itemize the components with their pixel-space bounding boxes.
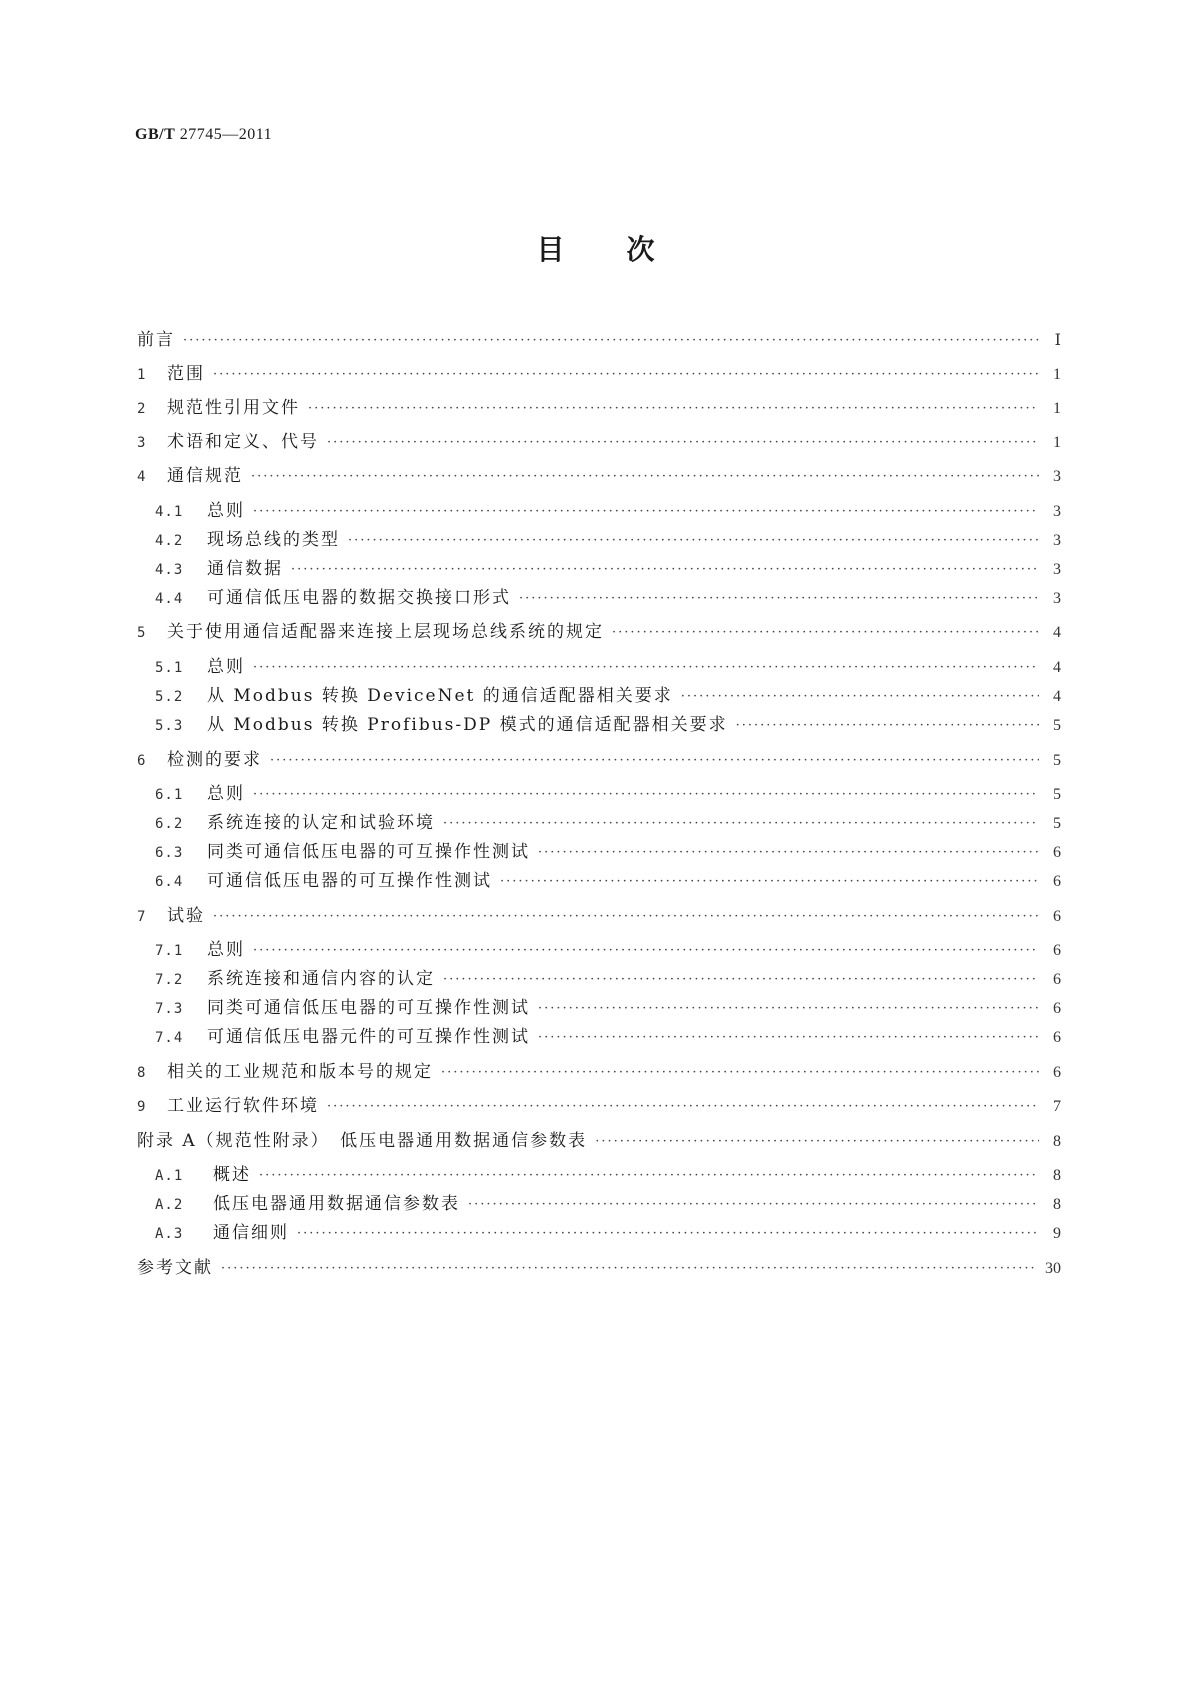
toc-entry-number: 4.4	[155, 591, 184, 607]
dot-leader	[538, 1026, 1039, 1050]
toc-entry[interactable]	[137, 396, 1061, 420]
toc-entry[interactable]	[137, 362, 1061, 386]
toc-entry-number: 6.4	[155, 874, 184, 890]
toc-entry-label: 前言	[137, 330, 175, 350]
toc-entry-number: 4	[137, 469, 147, 485]
dot-leader	[291, 558, 1039, 582]
toc-entry-page-number: 5	[1053, 717, 1061, 734]
toc-entry-page-number: 8	[1053, 1167, 1061, 1184]
toc-entry[interactable]	[155, 655, 1061, 679]
dot-leader	[538, 997, 1039, 1021]
toc-entry-number: 5	[137, 625, 147, 641]
toc-entry-label: 相关的工业规范和版本号的规定	[167, 1062, 433, 1082]
toc-entry-number: 6.1	[155, 787, 184, 803]
toc-entry[interactable]	[155, 1192, 1061, 1216]
toc-entry-page-number: 6	[1053, 873, 1061, 890]
toc-entry-page-number: 3	[1053, 590, 1061, 607]
toc-entry-label: 工业运行软件环境	[167, 1096, 319, 1116]
toc-entry-label: 系统连接的认定和试验环境	[207, 813, 435, 833]
dot-leader	[253, 656, 1039, 680]
toc-entry-label: 通信规范	[167, 466, 243, 486]
dot-leader	[251, 465, 1039, 489]
toc-entry-page-number: 30	[1045, 1260, 1061, 1277]
toc-entry-label: 参考文献	[137, 1258, 213, 1278]
toc-entry[interactable]	[137, 904, 1061, 928]
toc-entry-page-number: 1	[1053, 434, 1061, 451]
dot-leader	[348, 529, 1039, 553]
toc-entry-number: 6	[137, 753, 147, 769]
toc-entry[interactable]	[137, 1094, 1061, 1118]
dot-leader	[253, 783, 1039, 807]
dot-leader	[297, 1222, 1039, 1246]
dot-leader	[259, 1164, 1039, 1188]
page-title: 目次	[536, 233, 717, 266]
toc-entry-page-number: 6	[1053, 844, 1061, 861]
toc-entry-label: 系统连接和通信内容的认定	[207, 969, 435, 989]
toc-entry-label: 概述	[213, 1165, 251, 1185]
toc-entry-page-number: 3	[1053, 561, 1061, 578]
toc-entry[interactable]	[155, 782, 1061, 806]
toc-entry-number: 7.2	[155, 972, 184, 988]
toc-entry-number: 5.1	[155, 660, 184, 676]
dot-leader	[213, 905, 1039, 929]
toc-entry-label: 从 Modbus 转换 DeviceNet 的通信适配器相关要求	[207, 686, 673, 706]
toc-entry[interactable]	[155, 996, 1061, 1020]
toc-entry-page-number: 6	[1053, 908, 1061, 925]
dot-leader	[612, 621, 1039, 645]
toc-entry-label: 检测的要求	[167, 750, 262, 770]
toc-entry-page-number: 5	[1053, 815, 1061, 832]
toc-entry-label: 总则	[207, 940, 245, 960]
toc-entry-label: 关于使用通信适配器来连接上层现场总线系统的规定	[167, 622, 604, 642]
toc-entry-page-number: 6	[1053, 1029, 1061, 1046]
toc-entry-label: 附录 A（规范性附录） 低压电器通用数据通信参数表	[137, 1131, 588, 1151]
toc-entry-number: 7.4	[155, 1030, 184, 1046]
toc-entry[interactable]	[137, 748, 1061, 772]
dot-leader	[441, 1061, 1039, 1085]
toc-entry-page-number: 6	[1053, 942, 1061, 959]
toc-entry[interactable]	[137, 1129, 1061, 1153]
toc-entry-page-number: 6	[1053, 1064, 1061, 1081]
toc-entry-number: 8	[137, 1065, 147, 1081]
toc-entry-page-number: Ⅰ	[1054, 332, 1061, 349]
toc-entry-page-number: 4	[1053, 688, 1061, 705]
toc-entry-page-number: 3	[1053, 468, 1061, 485]
toc-entry-page-number: 5	[1053, 752, 1061, 769]
toc-entry-page-number: 1	[1053, 400, 1061, 417]
toc-entry-page-number: 8	[1053, 1196, 1061, 1213]
dot-leader	[519, 587, 1039, 611]
toc-entry-page-number: 4	[1053, 659, 1061, 676]
toc-entry[interactable]	[155, 1025, 1061, 1049]
dot-leader	[443, 812, 1039, 836]
toc-entry-label: 总则	[207, 784, 245, 804]
dot-leader	[253, 500, 1039, 524]
toc-entry[interactable]	[137, 1256, 1061, 1280]
dot-leader	[443, 968, 1039, 992]
toc-entry-label: 同类可通信低压电器的可互操作性测试	[207, 998, 530, 1018]
toc-entry[interactable]	[137, 1060, 1061, 1084]
toc-entry-label: 总则	[207, 657, 245, 677]
dot-leader	[253, 939, 1039, 963]
toc-entry[interactable]	[137, 430, 1061, 454]
toc-entry-page-number: 6	[1053, 1000, 1061, 1017]
toc-entry-number: 7	[137, 909, 147, 925]
toc-entry[interactable]	[137, 328, 1061, 352]
toc-entry-number: 7.3	[155, 1001, 184, 1017]
toc-entry-page-number: 5	[1053, 786, 1061, 803]
toc-entry-page-number: 4	[1053, 624, 1061, 641]
toc-entry-label: 同类可通信低压电器的可互操作性测试	[207, 842, 530, 862]
toc-entry-number: 6.2	[155, 816, 184, 832]
toc-entry-number: A.1	[155, 1168, 184, 1184]
dot-leader	[681, 685, 1039, 709]
toc-entry-page-number: 7	[1053, 1098, 1061, 1115]
toc-entry[interactable]	[155, 1163, 1061, 1187]
toc-entry-number: 1	[137, 367, 147, 383]
dot-leader	[595, 1130, 1039, 1154]
toc-entry-number: 5.2	[155, 689, 184, 705]
toc-entry-label: 总则	[207, 501, 245, 521]
dot-leader	[308, 397, 1039, 421]
toc-entry-label: 试验	[167, 906, 205, 926]
toc-entry[interactable]	[155, 684, 1061, 708]
toc-entry-number: A.2	[155, 1197, 184, 1213]
toc-entry-number: 4.3	[155, 562, 184, 578]
toc-entry[interactable]	[155, 499, 1061, 523]
toc-entry-label: 现场总线的类型	[207, 530, 340, 550]
dot-leader	[183, 329, 1039, 353]
dot-leader	[500, 870, 1039, 894]
toc-entry-page-number: 6	[1053, 971, 1061, 988]
toc-entry-page-number: 3	[1053, 532, 1061, 549]
toc-entry[interactable]	[155, 869, 1061, 893]
dot-leader	[736, 714, 1039, 738]
toc-entry[interactable]	[137, 620, 1061, 644]
dot-leader	[327, 1095, 1039, 1119]
toc-entry[interactable]	[155, 1221, 1061, 1245]
toc-entry[interactable]	[155, 528, 1061, 552]
toc-entry-page-number: 9	[1053, 1225, 1061, 1242]
toc-entry-number: 7.1	[155, 943, 184, 959]
dot-leader	[221, 1257, 1037, 1281]
toc-entry-label: 可通信低压电器元件的可互操作性测试	[207, 1027, 530, 1047]
standard-number: 27745—2011	[179, 126, 273, 143]
toc-entry-number: 4.2	[155, 533, 184, 549]
toc-entry-label: 范围	[167, 364, 205, 384]
toc-entry-page-number: 3	[1053, 503, 1061, 520]
toc-entry-label: 通信数据	[207, 559, 283, 579]
toc-entry[interactable]	[155, 938, 1061, 962]
toc-entry[interactable]	[137, 464, 1061, 488]
toc-entry[interactable]	[155, 557, 1061, 581]
toc-entry-label: 可通信低压电器的数据交换接口形式	[207, 588, 511, 608]
dot-leader	[538, 841, 1039, 865]
toc-entry-label: 从 Modbus 转换 Profibus-DP 模式的通信适配器相关要求	[207, 715, 728, 735]
toc-entry-page-number: 8	[1053, 1133, 1061, 1150]
toc-entry-page-number: 1	[1053, 366, 1061, 383]
dot-leader	[213, 363, 1039, 387]
standard-code: GB/T	[135, 126, 176, 143]
dot-leader	[270, 749, 1039, 773]
toc-entry-number: A.3	[155, 1226, 184, 1242]
toc-entry[interactable]	[155, 713, 1061, 737]
toc-entry-label: 通信细则	[213, 1223, 289, 1243]
toc-entry-number: 4.1	[155, 504, 184, 520]
toc-entry[interactable]	[155, 811, 1061, 835]
dot-leader	[327, 431, 1039, 455]
toc-entry-label: 规范性引用文件	[167, 398, 300, 418]
toc-entry-number: 9	[137, 1099, 147, 1115]
toc-entry[interactable]	[155, 586, 1061, 610]
toc-entry-label: 低压电器通用数据通信参数表	[213, 1194, 460, 1214]
toc-entry-number: 6.3	[155, 845, 184, 861]
dot-leader	[468, 1193, 1039, 1217]
toc-entry-number: 3	[137, 435, 147, 451]
toc-entry-number: 2	[137, 401, 147, 417]
document-identifier	[135, 126, 272, 144]
toc-entry-label: 术语和定义、代号	[167, 432, 319, 452]
toc-entry-number: 5.3	[155, 718, 184, 734]
toc-entry[interactable]	[155, 840, 1061, 864]
toc-entry[interactable]	[155, 967, 1061, 991]
toc-entry-label: 可通信低压电器的可互操作性测试	[207, 871, 492, 891]
